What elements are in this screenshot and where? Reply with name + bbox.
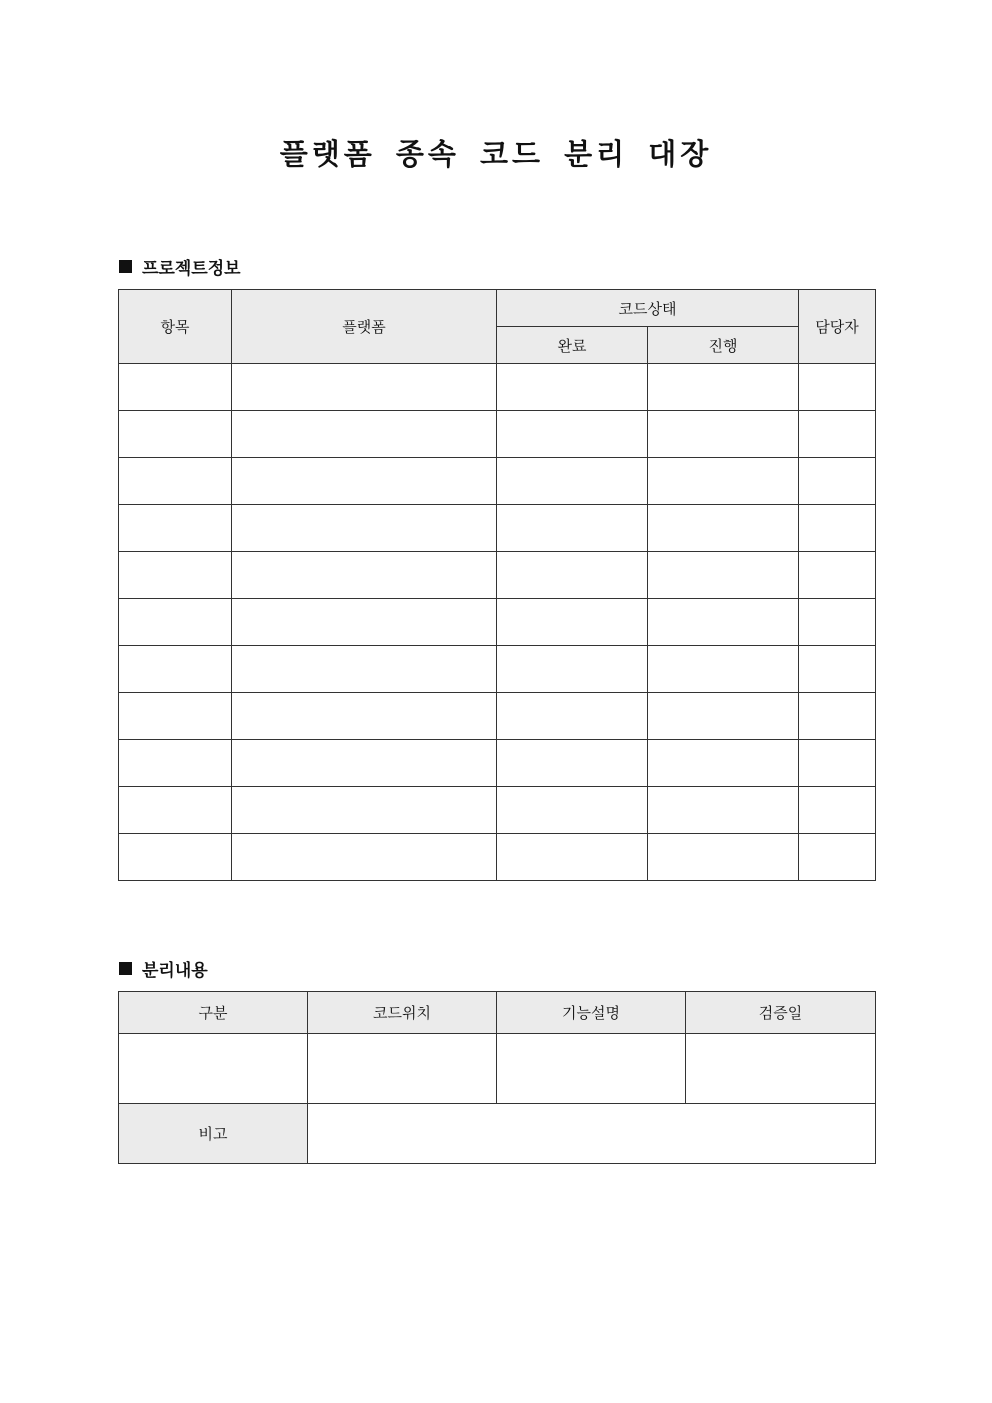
header-platform: 플랫폼 (232, 290, 497, 364)
item-cell[interactable] (119, 411, 232, 458)
in-progress-cell[interactable] (648, 364, 799, 411)
table-row (119, 505, 876, 552)
header-function-description: 기능설명 (497, 992, 686, 1034)
done-cell[interactable] (497, 787, 648, 834)
table-row (119, 646, 876, 693)
owner-cell[interactable] (799, 834, 876, 881)
item-cell[interactable] (119, 646, 232, 693)
done-cell[interactable] (497, 834, 648, 881)
platform-cell[interactable] (232, 787, 497, 834)
done-cell[interactable] (497, 411, 648, 458)
header-category: 구분 (119, 992, 308, 1034)
table-row (119, 552, 876, 599)
category-cell[interactable] (119, 1034, 308, 1104)
remark-cell[interactable] (308, 1104, 876, 1164)
owner-cell[interactable] (799, 505, 876, 552)
separation-content-table (118, 991, 876, 1164)
verification-date-cell[interactable] (686, 1034, 876, 1104)
in-progress-cell[interactable] (648, 599, 799, 646)
item-cell[interactable] (119, 834, 232, 881)
square-bullet-icon (119, 260, 132, 273)
item-cell[interactable] (119, 505, 232, 552)
table-row (119, 411, 876, 458)
code-location-cell[interactable] (308, 1034, 497, 1104)
platform-cell[interactable] (232, 364, 497, 411)
project-info-table (118, 289, 876, 881)
header-verification-date: 검증일 (686, 992, 876, 1034)
done-cell[interactable] (497, 458, 648, 505)
owner-cell[interactable] (799, 740, 876, 787)
remark-label: 비고 (119, 1104, 308, 1164)
in-progress-cell[interactable] (648, 458, 799, 505)
project-section-heading (119, 254, 241, 279)
done-cell[interactable] (497, 740, 648, 787)
platform-cell[interactable] (232, 411, 497, 458)
platform-cell[interactable] (232, 740, 497, 787)
owner-cell[interactable] (799, 599, 876, 646)
in-progress-cell[interactable] (648, 552, 799, 599)
table-row (119, 740, 876, 787)
done-cell[interactable] (497, 552, 648, 599)
owner-cell[interactable] (799, 458, 876, 505)
item-cell[interactable] (119, 693, 232, 740)
project-table-body (119, 364, 876, 881)
header-done: 완료 (497, 327, 648, 364)
header-owner: 담당자 (799, 290, 876, 364)
in-progress-cell[interactable] (648, 787, 799, 834)
separation-section-heading-label: 분리내용 (142, 961, 208, 981)
item-cell[interactable] (119, 364, 232, 411)
owner-cell[interactable] (799, 787, 876, 834)
owner-cell[interactable] (799, 411, 876, 458)
table-row (119, 599, 876, 646)
done-cell[interactable] (497, 364, 648, 411)
table-row (119, 834, 876, 881)
done-cell[interactable] (497, 693, 648, 740)
owner-cell[interactable] (799, 693, 876, 740)
done-cell[interactable] (497, 646, 648, 693)
table-row (119, 364, 876, 411)
in-progress-cell[interactable] (648, 411, 799, 458)
separation-section-heading (119, 956, 208, 981)
item-cell[interactable] (119, 787, 232, 834)
owner-cell[interactable] (799, 552, 876, 599)
platform-cell[interactable] (232, 834, 497, 881)
document-title: 플랫폼 종속 코드 분리 대장 (279, 137, 713, 171)
header-code-location: 코드위치 (308, 992, 497, 1034)
header-code-status: 코드상태 (497, 290, 799, 327)
platform-cell[interactable] (232, 646, 497, 693)
header-in-progress: 진행 (648, 327, 799, 364)
done-cell[interactable] (497, 505, 648, 552)
table-row (119, 787, 876, 834)
table-row (119, 458, 876, 505)
item-cell[interactable] (119, 740, 232, 787)
in-progress-cell[interactable] (648, 740, 799, 787)
function-description-cell[interactable] (497, 1034, 686, 1104)
item-cell[interactable] (119, 599, 232, 646)
in-progress-cell[interactable] (648, 693, 799, 740)
done-cell[interactable] (497, 599, 648, 646)
in-progress-cell[interactable] (648, 834, 799, 881)
square-bullet-icon (119, 962, 132, 975)
platform-cell[interactable] (232, 693, 497, 740)
table-row (119, 693, 876, 740)
in-progress-cell[interactable] (648, 646, 799, 693)
platform-cell[interactable] (232, 505, 497, 552)
in-progress-cell[interactable] (648, 505, 799, 552)
header-item: 항목 (119, 290, 232, 364)
item-cell[interactable] (119, 458, 232, 505)
owner-cell[interactable] (799, 646, 876, 693)
platform-cell[interactable] (232, 552, 497, 599)
project-section-heading-label: 프로젝트정보 (142, 259, 241, 279)
item-cell[interactable] (119, 552, 232, 599)
owner-cell[interactable] (799, 364, 876, 411)
platform-cell[interactable] (232, 599, 497, 646)
platform-cell[interactable] (232, 458, 497, 505)
